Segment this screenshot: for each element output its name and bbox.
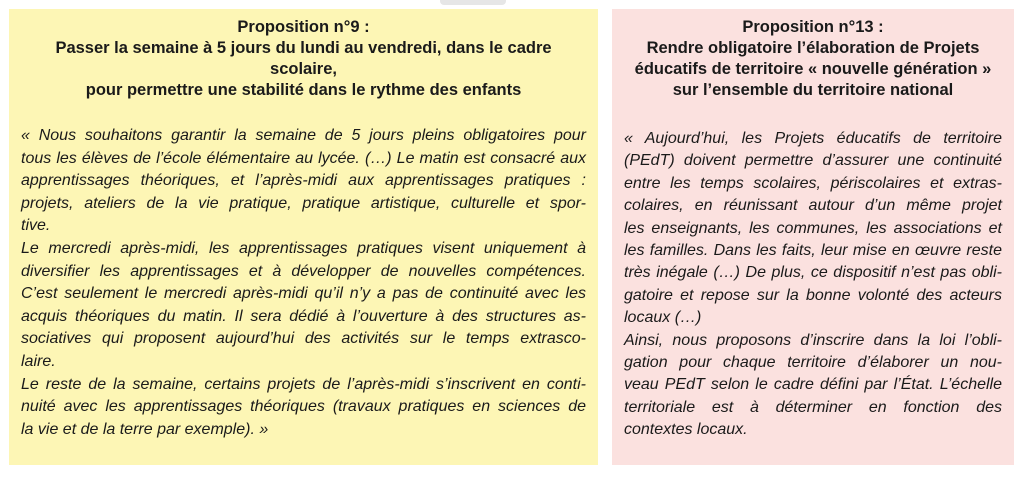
- quote-line: acquis théoriques du matin. Il sera dédié à l’ouverture à des structures as-: [21, 307, 586, 325]
- quote-line: Ainsi, nous proposons d’inscrire dans la loi l’obli-: [624, 331, 1002, 349]
- title-line: Rendre obligatoire l’élaboration de Projets: [646, 39, 980, 57]
- quote-line: contextes locaux.: [624, 421, 748, 439]
- quote-line: « Nous souhaitons garantir la semaine de 5 jours pleins obligatoires pour: [21, 127, 586, 144]
- quote-line: gation pour chaque territoire d’élaborer un nou-: [624, 354, 1002, 372]
- quote-line: les familles. Dans les faits, leur mise en œuvre reste: [624, 242, 1002, 260]
- quote-line: nuité avec les apprentissages théoriques (travaux pratiques en sciences de: [21, 398, 586, 416]
- title-line: Proposition n°13 :: [742, 18, 884, 36]
- quote-line: veau PEdT selon le cadre défini par l’État. L’échelle: [624, 376, 1002, 394]
- quote-line: tive.: [21, 217, 51, 235]
- quote-line: laire.: [21, 352, 56, 370]
- quote-line: entre les temps scolaires, périscolaires et extras-: [624, 174, 1002, 192]
- proposition-13-box: [612, 9, 1014, 465]
- quote-line: territoriale est à déterminer en fonction des: [624, 398, 1002, 416]
- title-line: sur l’ensemble du territoire national: [672, 81, 954, 99]
- proposition-13-quote: [624, 128, 1002, 442]
- quote-line: Le mercredi après-midi, les apprentissages pratiques visent uniquement à: [21, 239, 586, 257]
- quote-line: les enseignants, les communes, les associations et: [624, 219, 1002, 237]
- quote-line: tous les élèves de l’école élémentaire au lycée. (…) Le matin est consacré aux: [21, 149, 586, 167]
- title-line: Passer la semaine à 5 jours du lundi au vendredi, dans le cadre scolaire,: [55, 39, 552, 78]
- title-line: Proposition n°9 :: [237, 18, 370, 36]
- quote-line: diversifier les apprentissages et à développer de nouvelles compétences.: [21, 262, 586, 280]
- quote-line: sociatives qui proposent aujourd’hui des activités sur le temps extrasco-: [21, 330, 586, 348]
- proposition-9-box: [9, 9, 598, 465]
- proposition-9-title: [21, 17, 586, 101]
- quote-line: la vie et de la terre par exemple). »: [21, 420, 269, 438]
- quote-line: apprentissages théoriques, et l’après-midi aux apprentissages pratiques :: [21, 172, 586, 190]
- quote-line: (PEdT) doivent permettre d’assurer une continuité: [624, 152, 1002, 170]
- quote-line: colaires, en réunissant autour d’un même projet: [624, 197, 1002, 215]
- quote-line: locaux (…): [624, 309, 702, 327]
- title-line: pour permettre une stabilité dans le rythme des enfants: [85, 81, 522, 99]
- quote-line: « Aujourd’hui, les Projets éducatifs de territoire: [624, 130, 1002, 147]
- quote-line: très inégale (…) De plus, ce dispositif n’est pas obli-: [624, 264, 1002, 282]
- quote-line: Le reste de la semaine, certains projets de l’après-midi s’inscrivent en conti-: [21, 375, 586, 393]
- title-line: éducatifs de territoire « nouvelle génération »: [634, 60, 992, 78]
- quote-line: gatoire et repose sur la bonne volonté des acteurs: [624, 286, 1002, 304]
- proposition-9-quote: [21, 125, 586, 441]
- quote-line: C’est seulement le mercredi après-midi qu’il n’y a pas de continuité avec les: [21, 285, 586, 303]
- top-tab-decoration: [440, 0, 506, 5]
- proposition-13-title: [624, 17, 1002, 101]
- quote-line: projets, ateliers de la vie pratique, pratique artistique, culturelle et spor-: [21, 194, 586, 212]
